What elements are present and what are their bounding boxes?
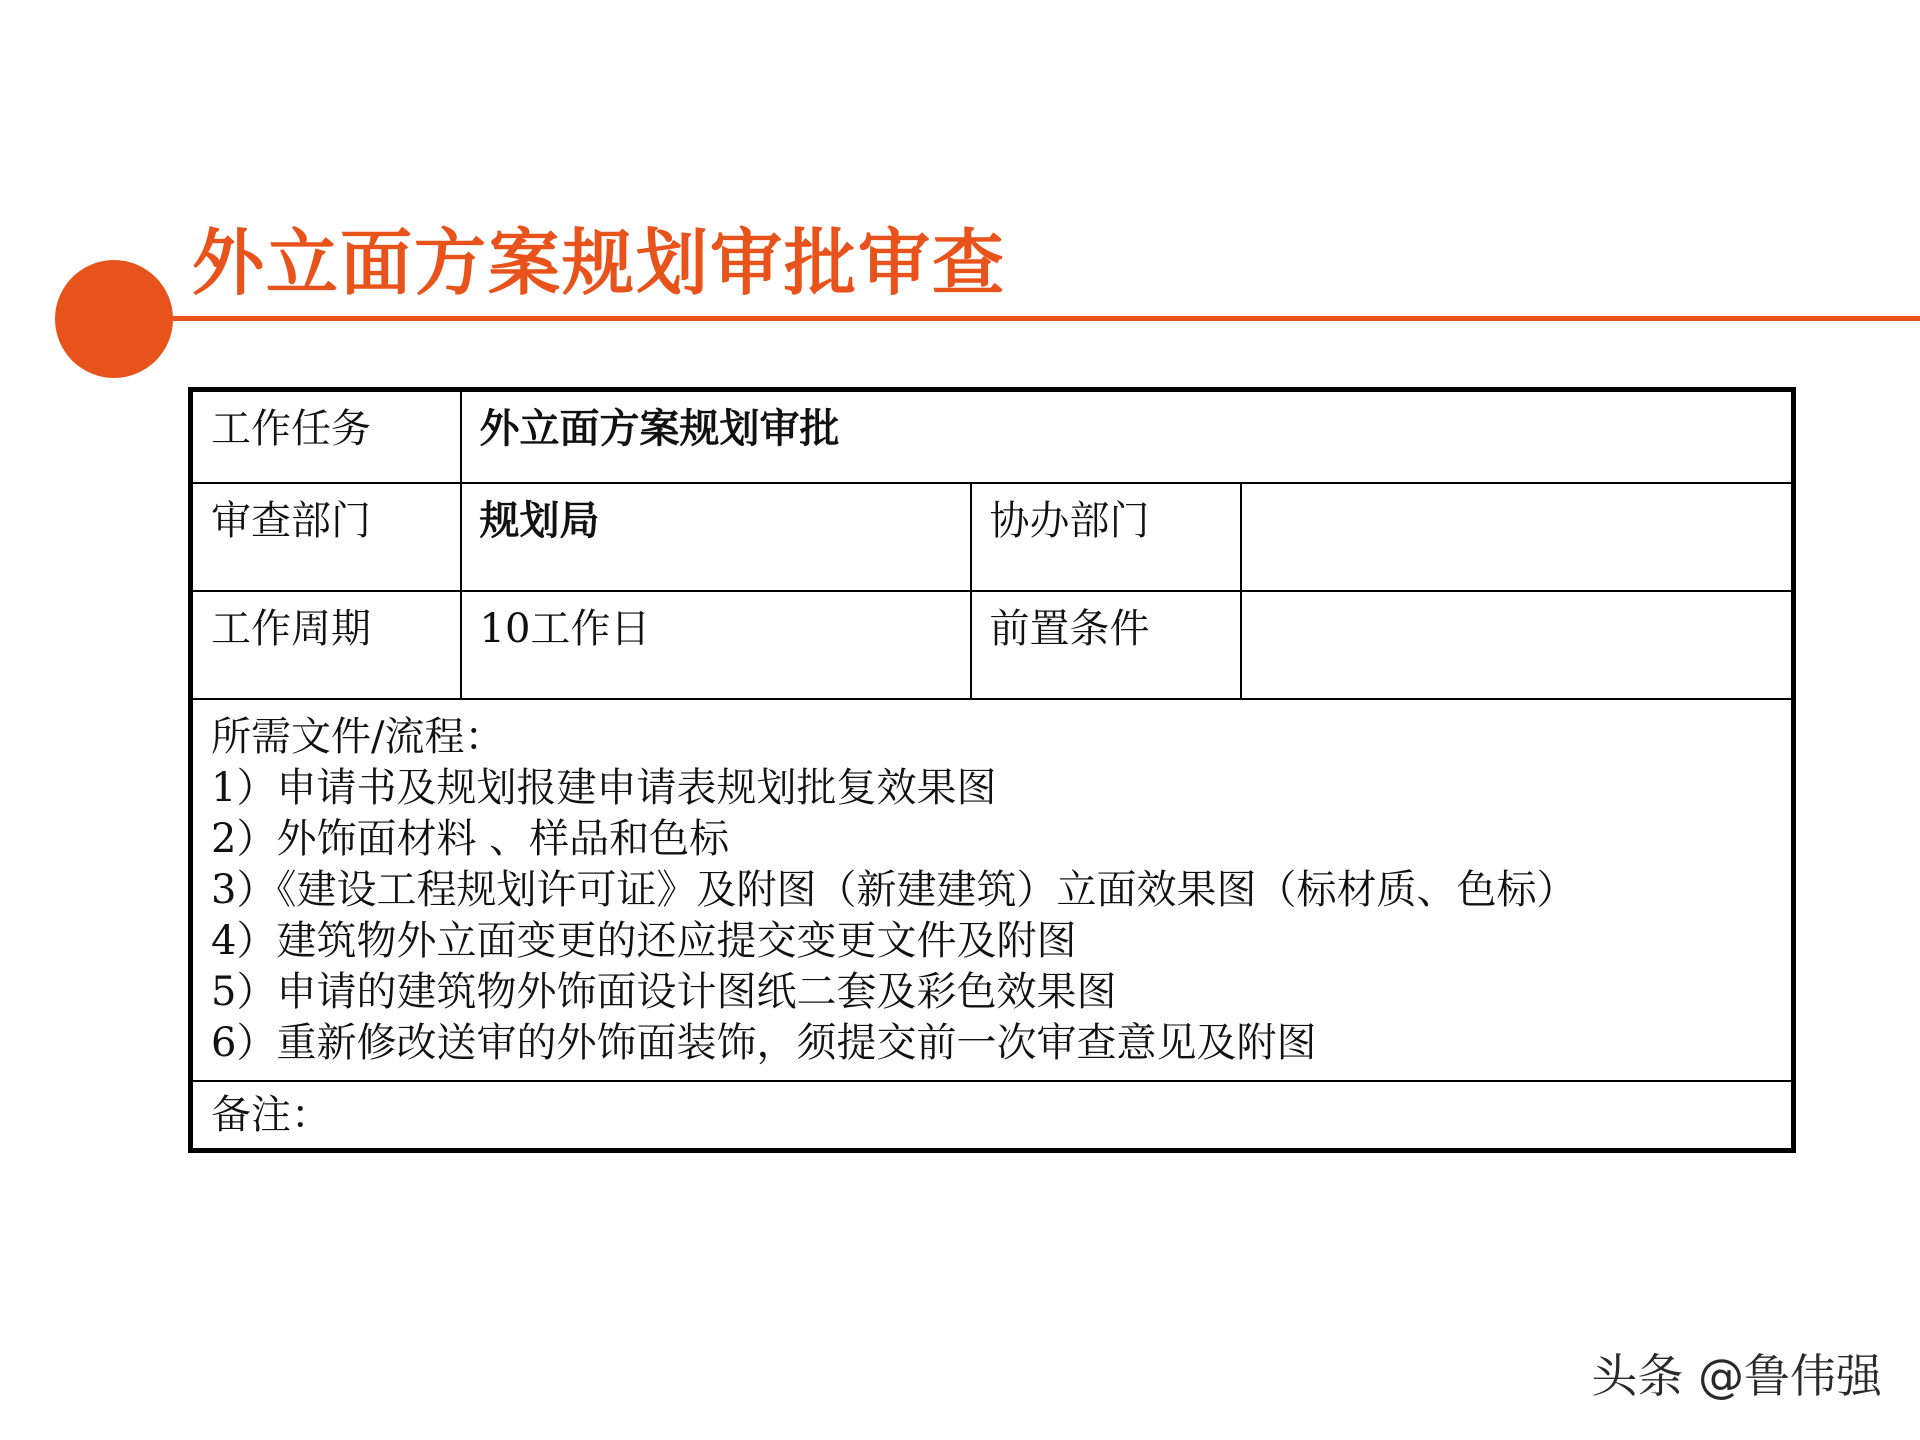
remarks-label: 备注： xyxy=(191,1081,1794,1151)
watermark: 头条 @鲁伟强 xyxy=(1591,1349,1882,1403)
title-underline xyxy=(172,316,1920,321)
documents-cell xyxy=(191,699,1794,1081)
precondition-label: 前置条件 xyxy=(971,591,1241,699)
task-label: 工作任务 xyxy=(191,390,461,484)
document-item: 2）外饰面材料 、样品和色标 xyxy=(211,816,730,862)
document-item: 5）申请的建筑物外饰面设计图纸二套及彩色效果图 xyxy=(211,969,1117,1015)
assist-dept-label: 协办部门 xyxy=(971,483,1241,591)
table-row-department xyxy=(191,483,1794,591)
approval-info-table xyxy=(188,387,1796,1153)
document-item: 3）《建设工程规划许可证》及附图（新建建筑）立面效果图（标材质、色标） xyxy=(211,867,1577,913)
period-value: 10工作日 xyxy=(461,591,971,699)
task-value: 外立面方案规划审批 xyxy=(461,390,1794,484)
assist-dept-value xyxy=(1241,483,1794,591)
title-accent-dot xyxy=(55,260,173,378)
dept-value: 规划局 xyxy=(461,483,971,591)
precondition-value xyxy=(1241,591,1794,699)
table-row-task xyxy=(191,390,1794,484)
document-item: 6）重新修改送审的外饰面装饰，须提交前一次审查意见及附图 xyxy=(211,1020,1317,1066)
table-row-documents xyxy=(191,699,1794,1081)
dept-label: 审查部门 xyxy=(191,483,461,591)
document-item: 1）申请书及规划报建申请表规划批复效果图 xyxy=(211,765,997,811)
table-row-period xyxy=(191,591,1794,699)
period-label: 工作周期 xyxy=(191,591,461,699)
page-title: 外立面方案规划审批审查 xyxy=(192,221,1007,305)
documents-heading: 所需文件/流程： xyxy=(211,714,505,760)
table-row-remarks xyxy=(191,1081,1794,1151)
document-item: 4）建筑物外立面变更的还应提交变更文件及附图 xyxy=(211,918,1077,964)
